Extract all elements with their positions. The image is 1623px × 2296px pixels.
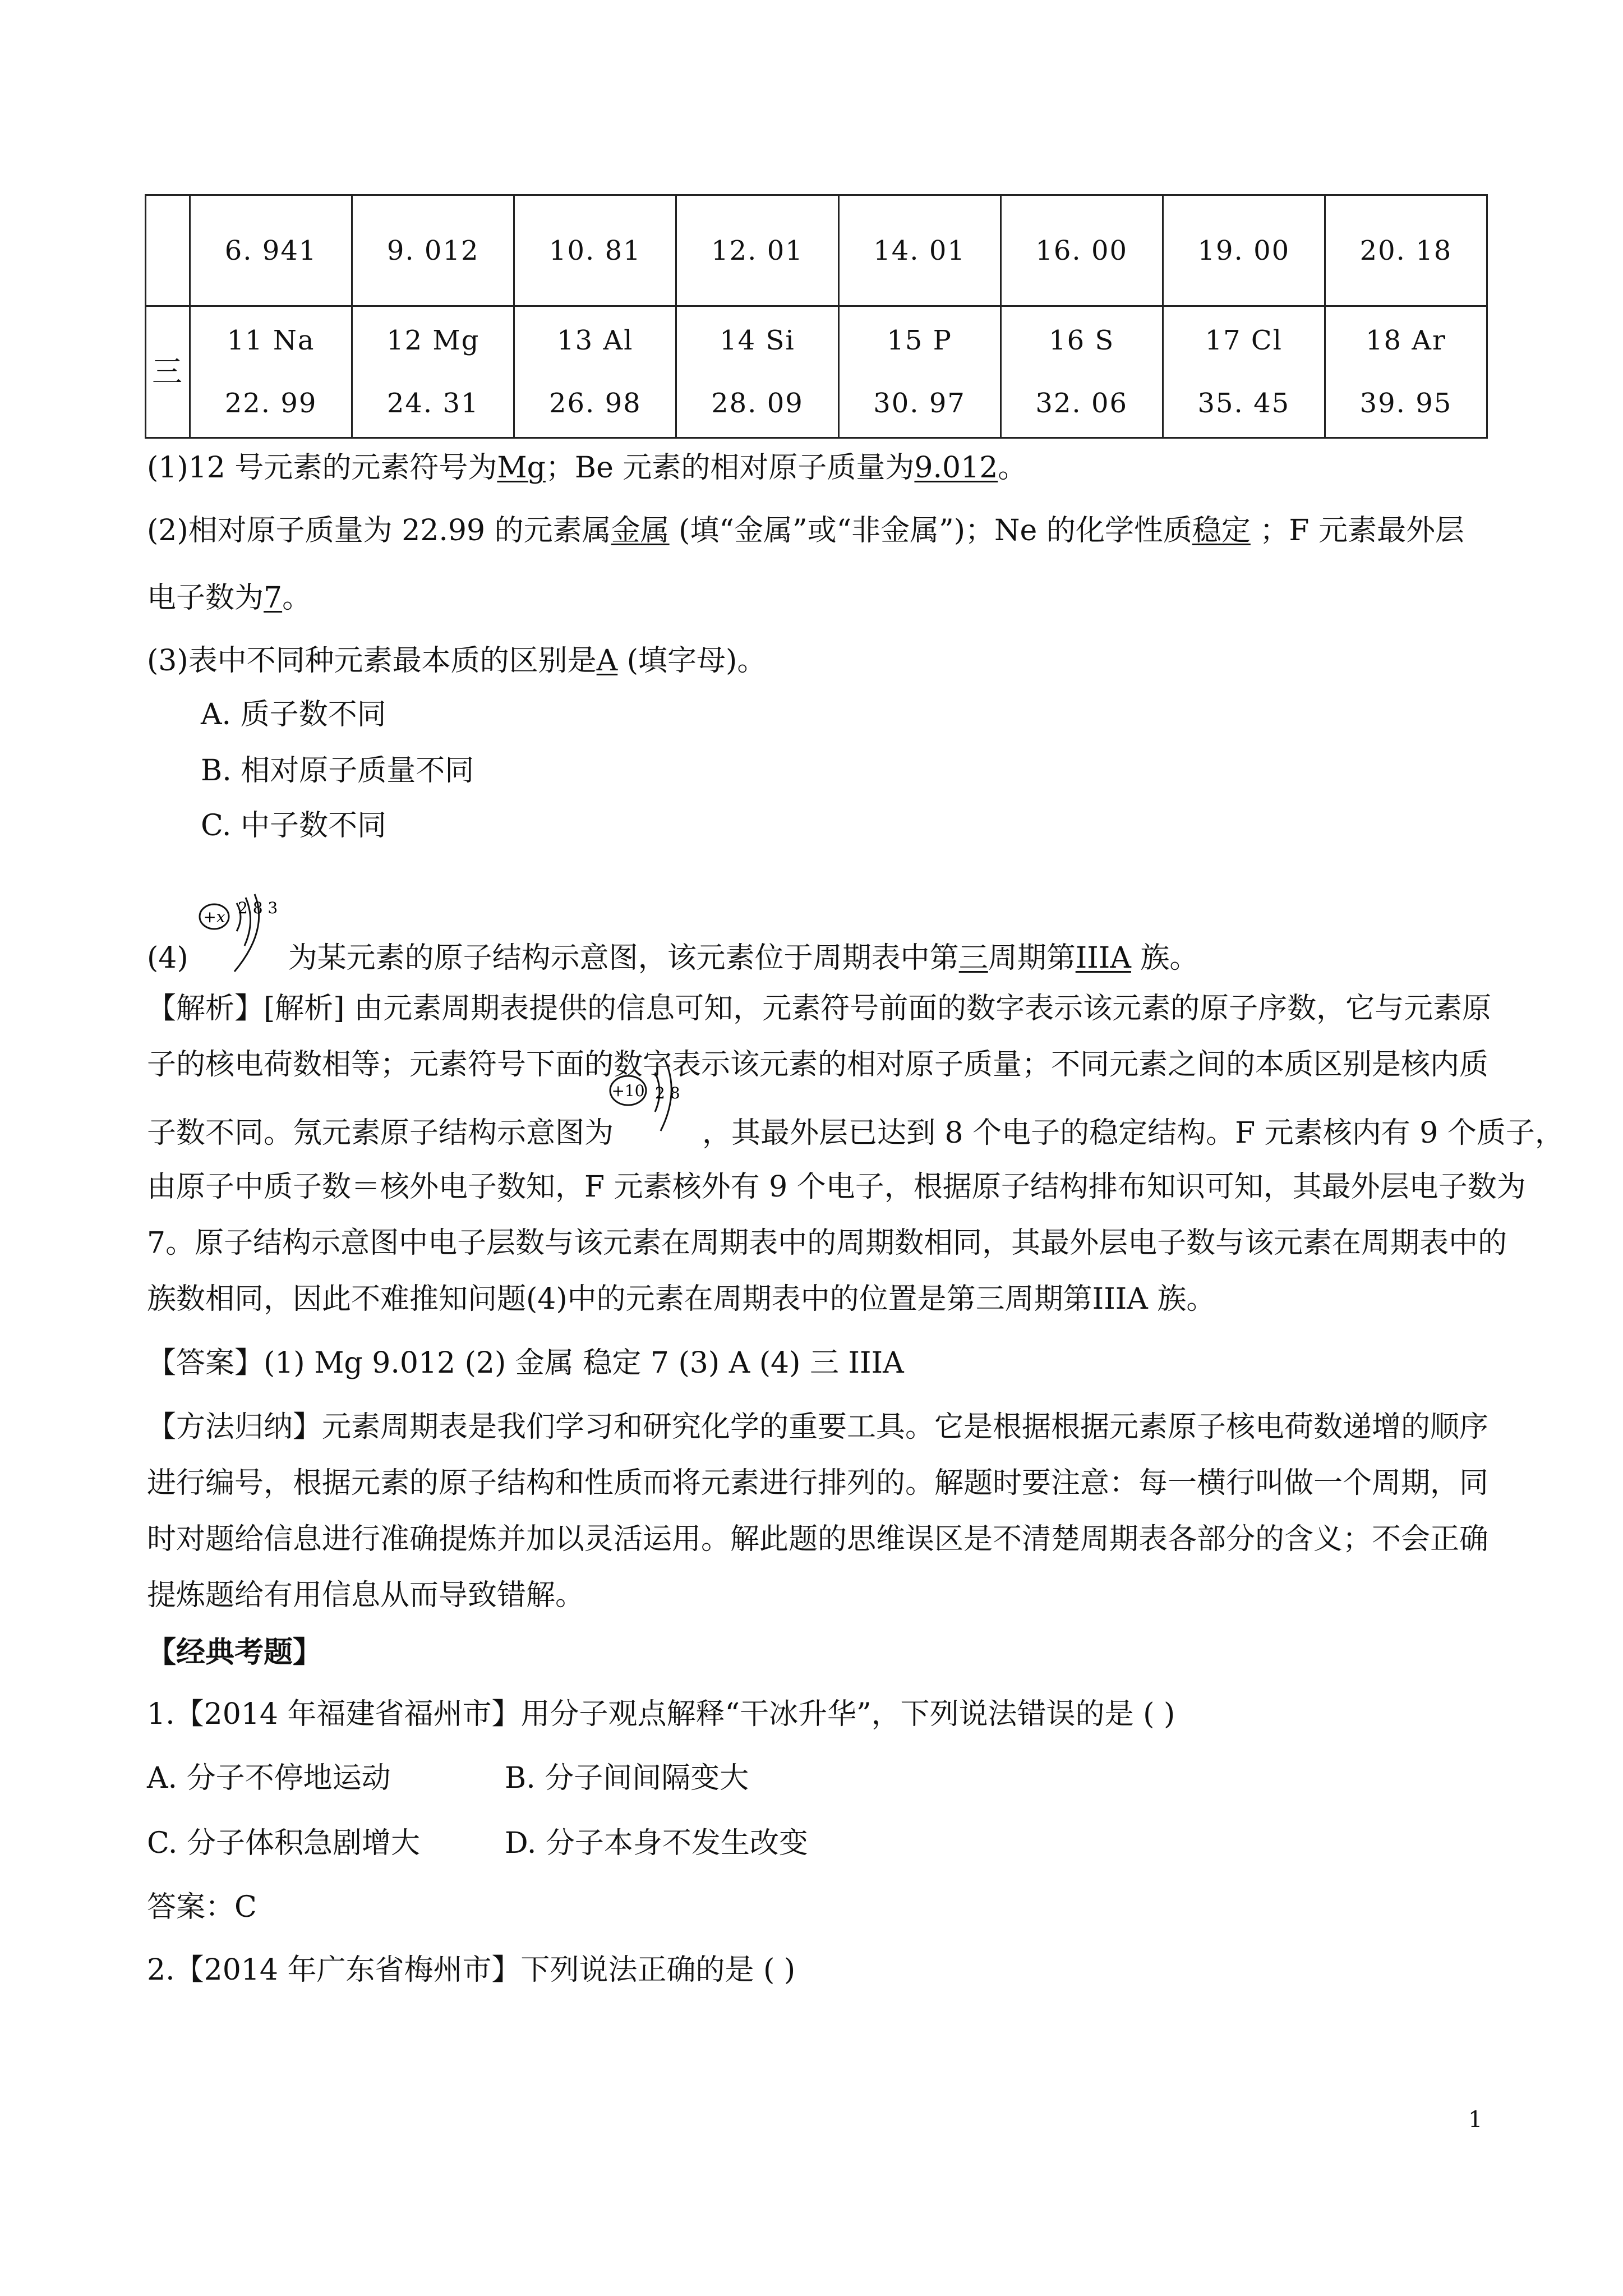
- table-cell: 10. 81: [514, 195, 676, 306]
- option-a: A. 质子数不同: [201, 698, 386, 731]
- analysis-line: 7。原子结构示意图中电子层数与该元素在周期表中的周期数相同，其最外层电子数与该元素在周期表中的: [147, 1226, 1507, 1260]
- method-line: 进行编号，根据元素的原子结构和性质而将元素进行排列的。解题时要注意：每一横行叫做一个周期，同: [147, 1466, 1489, 1500]
- element-cell: [676, 306, 838, 438]
- question-2-cont: [147, 578, 311, 618]
- element-symbol: 13 Al: [557, 325, 634, 356]
- question-text: ；F 元素最外层: [1250, 514, 1465, 547]
- question-text: ；Be 元素的相对原子质量为: [545, 451, 915, 485]
- element-mass: 24. 31: [386, 388, 479, 419]
- element-mass: 22. 99: [224, 388, 317, 419]
- answer-blank: 9.012: [914, 451, 998, 485]
- answer-blank: Mg: [497, 451, 546, 485]
- answer-blank: 金属: [611, 514, 670, 547]
- question-text: (填字母)。: [617, 644, 767, 678]
- table-cell: 9. 012: [352, 195, 514, 306]
- element-symbol: 17 Cl: [1205, 325, 1283, 356]
- element-mass: 39. 95: [1359, 388, 1453, 419]
- element-symbol: 16 S: [1049, 325, 1115, 356]
- option-a: A. 分子不停地运动: [147, 1761, 391, 1795]
- element-symbol: 14 Si: [720, 325, 795, 356]
- table-cell: 6. 941: [190, 195, 352, 306]
- analysis-line: 【解析】[解析] 由元素周期表提供的信息可知，元素符号前面的数字表示该元素的原子序数，它与元素原: [147, 992, 1492, 1025]
- question-text: (填“金属”或“非金属”)；Ne 的化学性质: [669, 514, 1192, 547]
- option-c: C. 分子体积急剧增大: [147, 1826, 420, 1860]
- element-cell: [190, 306, 352, 438]
- element-cell: [1000, 306, 1163, 438]
- table-cell: 14. 01: [838, 195, 1000, 306]
- nucleus-charge: +10: [611, 1082, 645, 1100]
- element-cell: [838, 306, 1000, 438]
- exam-question-1: 1.【2014 年福建省福州市】用分子观点解释“干冰升华”，下列说法错误的是 ( ): [147, 1697, 1175, 1731]
- analysis-text: 子数不同。氖元素原子结构示意图为: [147, 1116, 614, 1150]
- question-text: 。: [282, 581, 312, 615]
- element-symbol: 11 Na: [227, 325, 315, 356]
- question-4: [147, 938, 1198, 978]
- nucleus-charge: +x: [203, 908, 225, 926]
- analysis-line: 族数相同，因此不难推知问题(4)中的元素在周期表中的位置是第三周期第IIIA 族。: [147, 1282, 1216, 1316]
- option-b: B. 相对原子质量不同: [201, 754, 474, 788]
- analysis-line: [147, 1113, 1564, 1153]
- table-row: [146, 306, 1487, 438]
- element-symbol: 12 Mg: [386, 325, 480, 356]
- question-text: (2)相对原子质量为 22.99 的元素属: [147, 514, 611, 547]
- table-cell: 19. 00: [1163, 195, 1325, 306]
- element-cell: [1325, 306, 1487, 438]
- element-mass: 26. 98: [548, 388, 642, 419]
- shell-electrons: 2 8: [655, 1084, 680, 1102]
- row-label: [146, 195, 190, 306]
- analysis-line: 由原子中质子数＝核外电子数知，F 元素核外有 9 个电子，根据原子结构排布知识可知，其最外层电子数为: [147, 1170, 1526, 1204]
- element-cell: [352, 306, 514, 438]
- element-mass: 32. 06: [1035, 388, 1128, 419]
- table-cell: 16. 00: [1000, 195, 1163, 306]
- question-text: 。: [998, 451, 1027, 485]
- section-title: 【经典考题】: [147, 1635, 322, 1669]
- answer-summary: 【答案】(1) Mg 9.012 (2) 金属 稳定 7 (3) A (4) 三 IIIA: [147, 1346, 904, 1380]
- method-line: 时对题给信息进行准确提炼并加以灵活运用。解此题的思维误区是不清楚周期表各部分的含义；不会正确: [147, 1522, 1489, 1556]
- question-3: [147, 641, 766, 681]
- option-b: B. 分子间间隔变大: [505, 1761, 749, 1795]
- answer-blank: 稳定: [1192, 514, 1251, 547]
- table-cell: 20. 18: [1325, 195, 1487, 306]
- answer-blank: 三: [958, 941, 988, 975]
- question-1: [147, 448, 1027, 488]
- option-d: D. 分子本身不发生改变: [505, 1826, 808, 1860]
- page-number: 1: [1468, 2107, 1483, 2133]
- exam-question-2: 2.【2014 年广东省梅州市】下列说法正确的是 ( ): [147, 1953, 796, 1987]
- question-text: 周期第: [988, 941, 1076, 975]
- method-line: 提炼题给有用信息从而导致错解。: [147, 1579, 585, 1612]
- answer-blank: IIIA: [1075, 941, 1131, 975]
- element-mass: 28. 09: [711, 388, 804, 419]
- element-cell: [1163, 306, 1325, 438]
- question-2: [147, 510, 1464, 551]
- question-text: 为某元素的原子结构示意图，该元素位于周期表中第: [288, 941, 959, 975]
- answer-blank: A: [596, 644, 618, 678]
- table-row: [146, 195, 1487, 306]
- element-mass: 35. 45: [1197, 388, 1290, 419]
- option-c: C. 中子数不同: [201, 809, 386, 843]
- question-text: (4): [147, 941, 188, 975]
- row-label: 三: [146, 306, 190, 438]
- analysis-text: ，其最外层已达到 8 个电子的稳定结构。F 元素核内有 9 个质子，: [702, 1116, 1564, 1150]
- element-cell: [514, 306, 676, 438]
- analysis-line: 子的核电荷数相等；元素符号下面的数字表示该元素的相对原子质量；不同元素之间的本质区别是核内质: [147, 1048, 1489, 1082]
- answer-blank: 7: [264, 581, 283, 615]
- element-symbol: 15 P: [887, 325, 952, 356]
- table-cell: 12. 01: [676, 195, 838, 306]
- element-symbol: 18 Ar: [1365, 325, 1446, 356]
- question-text: 电子数为: [147, 581, 264, 615]
- question-text: (1)12 号元素的元素符号为: [147, 451, 497, 485]
- shell-electrons: 2 8 3: [238, 899, 278, 917]
- element-mass: 30. 97: [873, 388, 966, 419]
- question-text: 族。: [1131, 941, 1199, 975]
- question-text: (3)表中不同种元素最本质的区别是: [147, 644, 597, 678]
- periodic-table-fragment: [145, 194, 1488, 439]
- exam-answer: 答案：C: [147, 1890, 257, 1924]
- method-line: 【方法归纳】元素周期表是我们学习和研究化学的重要工具。它是根据根据元素原子核电荷数递增的顺序: [147, 1410, 1489, 1444]
